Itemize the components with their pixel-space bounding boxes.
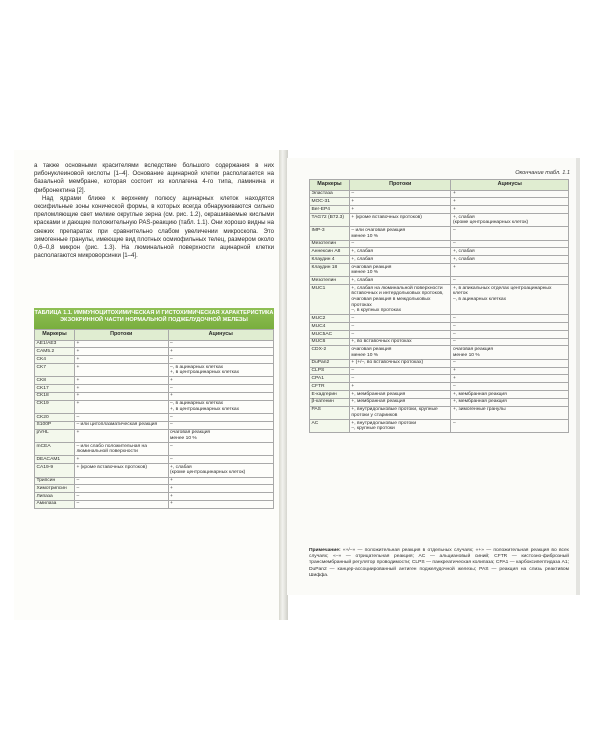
ducts-cell: – [74,485,168,493]
table-body [35,340,274,508]
ducts-cell: +, внутридольковые протоки, крупные протоки у старииков [349,406,451,419]
ducts-cell: + [74,377,168,385]
acini-cell: + [168,348,273,356]
acini-cell: – [168,356,273,364]
acini-cell: – [451,240,569,248]
table-row [35,456,274,464]
table-header-row [310,180,569,191]
acini-cell: – [168,340,273,348]
acini-cell: – [451,419,569,432]
acini-cell: +, слабая [451,256,569,264]
ducts-cell: + [349,198,451,206]
ducts-cell: – [349,323,451,331]
table-row [310,323,569,331]
left-page [14,150,280,620]
ducts-cell: + [349,206,451,214]
acini-cell: – [168,456,273,464]
table-row [35,477,274,485]
acini-cell: – [451,227,569,240]
marker-cell: AE1/AE3 [35,340,75,348]
ducts-cell: +, слабая [349,277,451,285]
marker-cell: CFTR [310,383,350,391]
marker-cell: pVHL [35,429,75,442]
marker-cell: Ber-EP4 [310,206,350,214]
table-row [310,330,569,338]
marker-table-left [34,329,274,509]
marker-cell: CPA1 [310,375,350,383]
acini-cell: + [451,198,569,206]
left-body-text [34,162,274,260]
marker-cell: CDX-2 [310,346,350,359]
table-row [35,442,274,455]
page-edge [576,158,580,595]
marker-cell: Трипсин [35,477,75,485]
acini-cell: – [451,383,569,391]
ducts-cell: – [74,500,168,508]
marker-cell: MUC4 [310,323,350,331]
acini-cell: + [451,367,569,375]
note-text: «+/–» — положительная реакция в отдельных случаях; «+» — положительная реакция во всех случаях; «–» — отрицательная реакция; AC — альциановый синий; CFTR — кистозно-фиброзный трансмембранный регулятор проводимости; CLPS — панкреатическая колипаза; CPA1 — карбоксипептидаза A1; DuPan2 — канцер-ассоциированный антиген поджелудочной железы; PAS — реакция на слизь реактивом Шиффа. [309,548,570,578]
acini-cell: – [168,442,273,455]
table-row [310,367,569,375]
paragraph-1: а также основными красителями вследствие большого содержания в них рибонуклеиновой кислоты [1–4]. Основание ацинарной клетки располагается на базальной мембране, которая состоит из коллагена 4-го типа, ламинина и фибронектина [2]. [34,162,274,194]
table-row [310,277,569,285]
table-row [310,227,569,240]
acini-cell: +, мембранная реакция [451,390,569,398]
ducts-cell: + [74,385,168,393]
acini-cell: очаговая реакция менее 10 % [168,429,273,442]
acini-cell: +, мембранная реакция [451,398,569,406]
ducts-cell: – [74,493,168,501]
marker-cell: IMP-3 [310,227,350,240]
marker-cell: MUC6 [310,338,350,346]
table-row [35,340,274,348]
table-row [310,213,569,226]
acini-cell: + [168,493,273,501]
marker-cell: Амилаза [35,500,75,508]
marker-cell: Химотрипсин [35,485,75,493]
table-row [310,398,569,406]
table-row [35,385,274,393]
ducts-cell: +, во вставочных протоках [349,338,451,346]
marker-cell: CK20 [35,414,75,422]
acini-cell: + [451,264,569,277]
marker-cell: CAM5.2 [35,348,75,356]
marker-cell: TAG72 (B72.3) [310,213,350,226]
ducts-cell: + [74,356,168,364]
table-row [310,285,569,315]
ducts-cell: – [349,367,451,375]
marker-cell: Клаудин 4 [310,256,350,264]
marker-cell: Мезотелин [310,240,350,248]
marker-cell: Аннексин A8 [310,248,350,256]
ducts-cell: – или слабо положительная на люминальной поверхности [74,442,168,455]
ducts-cell: + [74,348,168,356]
acini-cell: + [168,377,273,385]
acini-cell: – [451,338,569,346]
ducts-cell: + [74,400,168,413]
ducts-cell: – [349,330,451,338]
ducts-cell: очаговая реакция менее 10 % [349,264,451,277]
marker-table-right [309,179,569,433]
marker-cell: CA19-9 [35,464,75,477]
marker-cell: PAS [310,406,350,419]
acini-cell: –, в ацинарных клетках +, в центроацинарных клетках [168,363,273,376]
ducts-cell: + [74,340,168,348]
ducts-cell: + (кроме вставочных протоков) [349,213,451,226]
acini-cell: +, зимогенные гранулы [451,406,569,419]
ducts-cell: – [349,190,451,198]
ducts-cell: +, слабая [349,248,451,256]
table-row [310,383,569,391]
ducts-cell: – или цитоплазматическая реакция [74,421,168,429]
marker-cell: Мезотелин [310,277,350,285]
table-row [310,256,569,264]
marker-cell: CK19 [35,400,75,413]
table-row [310,390,569,398]
marker-cell: mCEA [35,442,75,455]
continuation-label: Окончание табл. 1.1 [515,170,570,176]
acini-cell: + [451,206,569,214]
table-row [35,356,274,364]
column-header: Протоки [349,180,451,191]
table-row [35,348,274,356]
marker-cell: S100P [35,421,75,429]
ducts-cell: + (кроме вставочных протоков) [74,464,168,477]
acini-cell: + [168,477,273,485]
marker-cell: AC [310,419,350,432]
ducts-cell: – [349,375,451,383]
table-row [35,429,274,442]
marker-cell: Липаза [35,493,75,501]
marker-cell: CK8 [35,377,75,385]
right-page [287,158,576,595]
table-row [310,248,569,256]
table-title: ТАБЛИЦА 1.1. ИММУНОЦИТОХИМИЧЕСКАЯ И ГИСТОХИМИЧЕСКАЯ ХАРАКТЕРИСТИКА ЭКЗОКРИННОЙ ЧАСТИ НОРМАЛЬНОЙ ПОДЖЕЛУДОЧНОЙ ЖЕЛЕЗЫ [34,308,274,329]
marker-cell: MUC2 [310,315,350,323]
ducts-cell: +, внутридольковые протоки –, крупные протоки [349,419,451,432]
ducts-cell: – [349,315,451,323]
ducts-cell: +, слабая на люминальной поверхности вставочных и интердольковых протоков, очаговая реакция в междольковых протоках –, в крупных протоках [349,285,451,315]
table-row [310,375,569,383]
table-row [310,406,569,419]
marker-cell: DuPan2 [310,359,350,367]
acini-cell: – [451,330,569,338]
marker-cell: MOC-31 [310,198,350,206]
marker-cell: E-кадгерин [310,390,350,398]
table-row [310,198,569,206]
ducts-cell: + [349,383,451,391]
column-header: Маркеры [35,330,75,341]
table-note [309,548,569,579]
ducts-cell: + [74,363,168,376]
acini-cell: +, слабая (кроме центроацинарных клеток) [168,464,273,477]
acini-cell: + [451,190,569,198]
marker-cell: CK4 [35,356,75,364]
paragraph-2: Над ядрами ближе к верхнему полюсу ацинарных клеток находятся оксифильные зоны конической формы, в которых всегда обнаруживаются сильно преломляющие свет мелкие округлые зерна (см. рис. 1.2), окрашиваемые кислыми красками и дающие положительную PAS-реакцию (табл. 1.1). Они хорошо видны на свежих препаратах при сравнительно слабом увеличении микроскопа. Это зимогенные гранулы, имеющие вид плотных осмиофильных телец, размером около 0,6–0,8 микрон (рис. 1.3). На люминальной поверхности ацинарной клетки располагаются микроворсинки [1–4]. [34,194,274,260]
table-row [35,464,274,477]
table-row [310,419,569,432]
marker-cell: β-катенин [310,398,350,406]
column-header: Ацинусы [168,330,273,341]
ducts-cell: – или очаговая реакция менее 10 % [349,227,451,240]
ducts-cell: – [74,414,168,422]
column-header: Маркеры [310,180,350,191]
marker-cell: Эластаза [310,190,350,198]
table-row [310,338,569,346]
ducts-cell: + [74,392,168,400]
ducts-cell: +, мембранная реакция [349,390,451,398]
note-label: Примечание: [309,548,341,553]
acini-cell: очаговая реакция менее 10 % [451,346,569,359]
acini-cell: –, в ацинарных клетках +, в центроацинарных клетках [168,400,273,413]
table-body [310,190,569,433]
acini-cell: – [168,421,273,429]
table-row [35,377,274,385]
ducts-cell: +, мембранная реакция [349,398,451,406]
acini-cell: +, слабая [451,248,569,256]
table-row [35,421,274,429]
column-header: Ацинусы [451,180,569,191]
table-row [35,493,274,501]
table-row [35,500,274,508]
table-row [35,485,274,493]
ducts-cell: – [74,477,168,485]
table-row [35,400,274,413]
acini-cell: – [451,315,569,323]
acini-cell: – [451,323,569,331]
column-header: Протоки [74,330,168,341]
table-row [310,190,569,198]
table-row [35,392,274,400]
table-row [35,414,274,422]
ducts-cell: очаговая реакция менее 10 % [349,346,451,359]
ducts-cell: + [74,456,168,464]
marker-cell: MUC1 [310,285,350,315]
acini-cell: + [168,500,273,508]
acini-cell: + [168,485,273,493]
marker-cell: Клаудин 18 [310,264,350,277]
table-row [310,264,569,277]
ducts-cell: +, слабая [349,256,451,264]
marker-cell: CLPS [310,367,350,375]
table-row [310,240,569,248]
acini-cell: +, слабая (кроме центроацинарных клеток) [451,213,569,226]
acini-cell: +, в апикальных отделах центроацинарных клеток –, в ацинарных клетках [451,285,569,315]
table-header-row [35,330,274,341]
table-row [35,363,274,376]
acini-cell: + [168,392,273,400]
table-row [310,346,569,359]
marker-cell: DEACAM1 [35,456,75,464]
ducts-cell: + (+/–, во вставочных протоках) [349,359,451,367]
ducts-cell: + [74,429,168,442]
marker-cell: CK18 [35,392,75,400]
ducts-cell: – [349,240,451,248]
marker-cell: MUC5AC [310,330,350,338]
table-row [310,315,569,323]
table-row [310,206,569,214]
table-row [310,359,569,367]
acini-cell: – [168,414,273,422]
acini-cell: – [451,277,569,285]
marker-cell: CK17 [35,385,75,393]
acini-cell: – [168,385,273,393]
acini-cell: – [451,359,569,367]
acini-cell: + [451,375,569,383]
marker-cell: CK7 [35,363,75,376]
